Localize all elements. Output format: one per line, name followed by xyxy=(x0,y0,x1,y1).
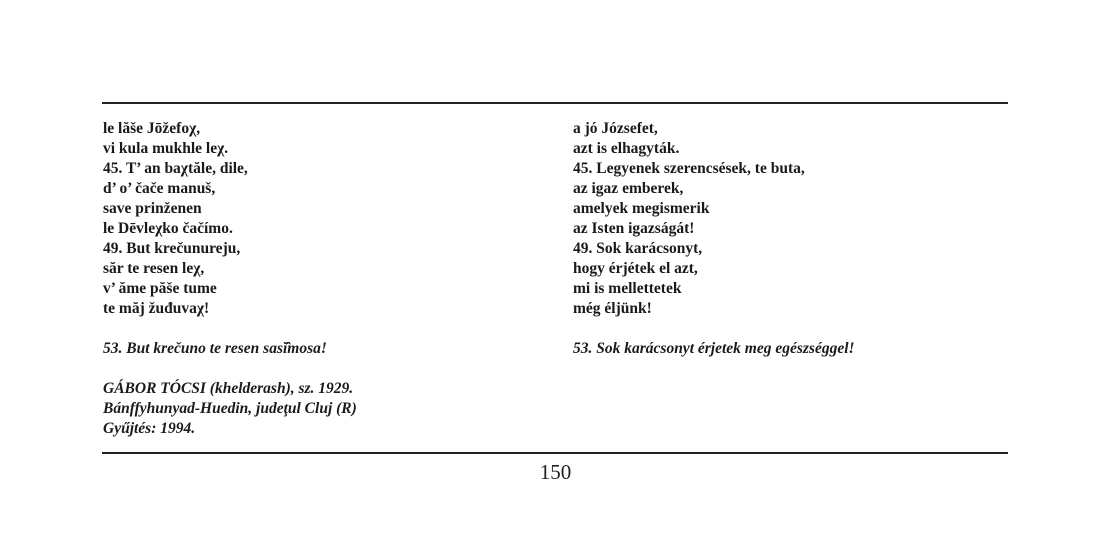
verse-line: 45. Legyenek szerencsések, te buta, xyxy=(573,160,805,177)
verse-line: mi is mellettetek xyxy=(573,280,682,297)
romani-text-column xyxy=(103,119,523,439)
stanza-gap xyxy=(103,319,523,339)
verse-line: vi kula mukhle leχ. xyxy=(103,140,229,157)
verse-line: hogy érjétek el azt, xyxy=(573,260,698,277)
verse-line: d’ o’ čače manuš, xyxy=(103,180,216,197)
verse-line: 49. But krečunureju, xyxy=(103,240,241,257)
verse-line: 49. Sok karácsonyt, xyxy=(573,240,703,257)
verse-line: save prinženen xyxy=(103,200,202,217)
verse-line: 45. T’ an baχtăle, dile, xyxy=(103,160,248,177)
verse-line: a jó Józsefet, xyxy=(573,120,658,137)
verse-line: săr te resen leχ, xyxy=(103,260,205,277)
verse-line: v’ ăme păše tume xyxy=(103,280,217,297)
verse-line: le lăše Jōžefoχ, xyxy=(103,120,201,137)
verse-line: amelyek megismerik xyxy=(573,200,710,217)
location-attribution: Bánffyhunyad-Huedin, judeţul Cluj (R) xyxy=(103,400,357,417)
closing-verse-line: 53. But krečuno te resen sasĭ̂mosa! xyxy=(103,340,327,357)
verse-line: le Dēvleχko čačímo. xyxy=(103,220,233,237)
closing-verse-line: 53. Sok karácsonyt érjetek meg egészséggel! xyxy=(573,340,855,357)
page-number: 150 xyxy=(539,460,572,484)
verse-line: még éljünk! xyxy=(573,300,652,317)
verse-line: az Isten igazságát! xyxy=(573,220,695,237)
verse-line: te măj žuđuvaχ! xyxy=(103,300,210,317)
hungarian-translation-column xyxy=(573,119,1003,359)
top-rule xyxy=(102,102,1008,104)
singer-attribution: GÁBOR TÓCSI (khelderash), sz. 1929. xyxy=(103,380,354,397)
bottom-rule xyxy=(102,452,1008,454)
collection-date: Gyűjtés: 1994. xyxy=(103,420,196,437)
verse-line: azt is elhagyták. xyxy=(573,140,680,157)
stanza-gap xyxy=(573,319,1003,339)
stanza-gap xyxy=(103,359,523,379)
verse-line: az igaz emberek, xyxy=(573,180,684,197)
